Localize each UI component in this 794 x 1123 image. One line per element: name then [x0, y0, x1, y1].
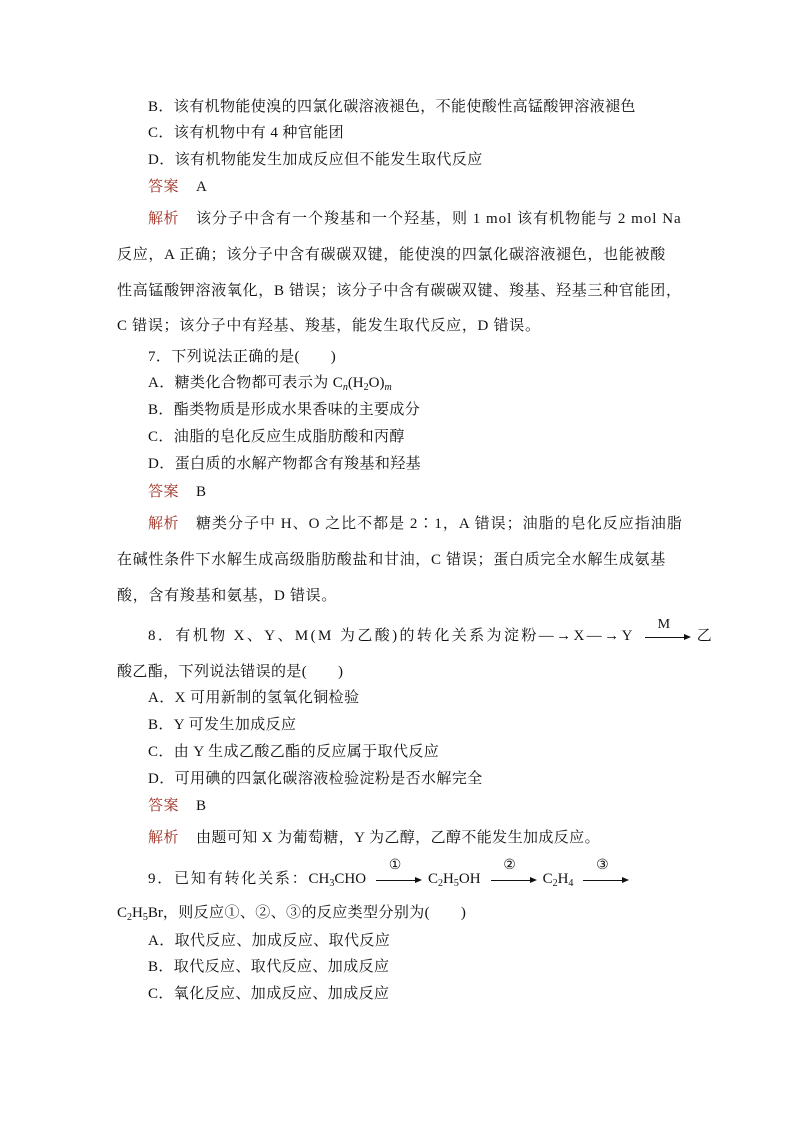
q7-option-d: D．蛋白质的水解产物都含有羧基和羟基 — [148, 456, 422, 472]
formula-subscript: 2 — [363, 382, 369, 393]
analysis-text: 该分子中含有一个羧基和一个羟基，则 1 mol 该有机物能与 2 mol Na — [196, 211, 682, 227]
q7-analysis-line-1 — [148, 514, 683, 534]
answer-label: 答案 — [148, 798, 180, 814]
formula-part: OH — [458, 871, 481, 887]
arrow-head — [622, 877, 629, 883]
q7-option-b: B．酯类物质是形成水果香味的主要成分 — [148, 402, 421, 418]
analysis-text: 由题可知 X 为葡萄糖，Y 为乙醇，乙醇不能发生加成反应。 — [196, 830, 600, 846]
q8-stem-line-1 — [148, 617, 713, 646]
formula-part: CHO — [334, 871, 367, 887]
stem-text: 8．有机物 X、Y、M(M 为乙酸)的转化关系为淀粉―→X―→Y — [148, 628, 635, 644]
q7-stem: 7．下列说法正确的是( ) — [148, 349, 337, 365]
q6-analysis-line-2: 反应，A 正确；该分子中含有碳碳双键，能使溴的四氯化碳溶液褪色，也能被酸 — [117, 247, 666, 263]
arrow-label: ③ — [596, 858, 609, 873]
formula-part: CH — [308, 871, 330, 887]
q7-analysis-line-2: 在碱性条件下水解生成高级脂肪酸盐和甘油，C 错误；蛋白质完全水解生成氨基 — [117, 552, 666, 568]
q8-option-a: A．X 可用新制的氢氧化铜检验 — [148, 690, 360, 706]
formula-subscript: 4 — [568, 878, 574, 889]
formula-part: C — [332, 375, 343, 391]
formula-subscript: 5 — [142, 912, 148, 923]
formula-part: O) — [368, 375, 385, 391]
q6-analysis-line-1 — [148, 209, 682, 229]
q7-option-a — [148, 373, 392, 393]
q8-analysis-line-1 — [148, 828, 600, 848]
q9-option-a: A．取代反应、加成反应、取代反应 — [148, 933, 391, 949]
analysis-text: 糖类分子中 H、O 之比不都是 2∶1，A 错误；油脂的皂化反应指油脂 — [196, 516, 683, 532]
q9-stem-line-1 — [148, 858, 635, 889]
formula-subscript: 2 — [552, 878, 558, 889]
q6-analysis-line-3: 性高锰酸钾溶液氧化，B 错误；该分子中含有碳碳双键、羧基、羟基三种官能团， — [117, 283, 682, 299]
q8-option-d: D．可用碘的四氯化碳溶液检验淀粉是否水解完全 — [148, 771, 483, 787]
q9-option-b: B．取代反应、取代反应、加成反应 — [148, 959, 390, 975]
formula-ethylene — [543, 871, 574, 887]
formula-ethanol — [428, 871, 481, 887]
formula-subscript: n — [342, 382, 348, 393]
answer-label: 答案 — [148, 484, 180, 500]
formula-subscript: 2 — [127, 912, 133, 923]
answer-value: B — [196, 798, 207, 814]
answer-label: 答案 — [148, 179, 180, 195]
q9-stem-line-2 — [117, 903, 466, 923]
formula-acetaldehyde — [309, 871, 367, 887]
q6-answer — [148, 177, 207, 197]
q6-option-d: D．该有机物能发生加成反应但不能发生取代反应 — [148, 152, 483, 168]
answer-value: A — [196, 179, 208, 195]
formula-part: H — [557, 871, 569, 887]
q7-answer — [148, 482, 206, 502]
reaction-arrow-m — [643, 617, 691, 646]
formula-part: C — [117, 905, 128, 921]
formula-part: C — [428, 871, 439, 887]
analysis-label: 解析 — [148, 830, 180, 846]
stem-text: 9．已知有转化关系： — [148, 871, 309, 887]
q8-option-b: B．Y 可发生加成反应 — [148, 717, 297, 733]
formula-bromoethane — [117, 905, 163, 921]
formula-part: H — [132, 905, 143, 921]
formula-subscript: m — [384, 382, 392, 393]
arrow-head — [684, 634, 691, 640]
formula-part: (H — [347, 375, 364, 391]
arrow-head — [530, 877, 537, 883]
option-text: A．糖类化合物都可表示为 — [148, 375, 333, 391]
analysis-label: 解析 — [148, 516, 180, 532]
reaction-arrow-2 — [489, 858, 537, 889]
q9-option-c: C．氧化反应、加成反应、加成反应 — [148, 986, 390, 1002]
formula-part: C — [542, 871, 553, 887]
formula-subscript: 2 — [438, 878, 444, 889]
arrow-head — [415, 877, 422, 883]
arrow-shaft — [583, 880, 624, 881]
q7-analysis-line-3: 酸，含有羧基和氨基，D 错误。 — [117, 588, 338, 604]
formula-carbohydrate — [333, 375, 392, 391]
analysis-label: 解析 — [148, 211, 180, 227]
q8-option-c: C．由 Y 生成乙酸乙酯的反应属于取代反应 — [148, 744, 440, 760]
q6-option-b: B．该有机物能使溴的四氯化碳溶液褪色，不能使酸性高锰酸钾溶液褪色 — [148, 99, 636, 115]
q6-analysis-line-4: C 错误；该分子中有羟基、羧基，能发生取代反应，D 错误。 — [117, 318, 541, 334]
arrow-label: ① — [388, 858, 402, 873]
stem-text: ，则反应①、②、③的反应类型分别为( ) — [162, 905, 467, 921]
arrow-label: ② — [503, 858, 516, 873]
formula-part: Br — [147, 905, 163, 921]
q6-option-c: C．该有机物中有 4 种官能团 — [148, 125, 345, 141]
q8-answer — [148, 796, 206, 816]
q7-option-c: C．油脂的皂化反应生成脂肪酸和丙醇 — [148, 429, 405, 445]
stem-text-end: 乙 — [696, 628, 713, 644]
formula-part: H — [443, 871, 454, 887]
formula-subscript: 5 — [453, 878, 459, 889]
arrow-shaft — [376, 880, 417, 881]
formula-subscript: 3 — [329, 878, 335, 889]
reaction-arrow-3 — [581, 858, 629, 889]
arrow-label: M — [657, 617, 671, 632]
arrow-shaft — [645, 637, 686, 638]
q8-stem-line-2: 酸乙酯，下列说法错误的是( ) — [117, 664, 344, 680]
arrow-shaft — [491, 880, 532, 881]
answer-value: B — [196, 484, 207, 500]
reaction-arrow-1 — [374, 858, 422, 889]
